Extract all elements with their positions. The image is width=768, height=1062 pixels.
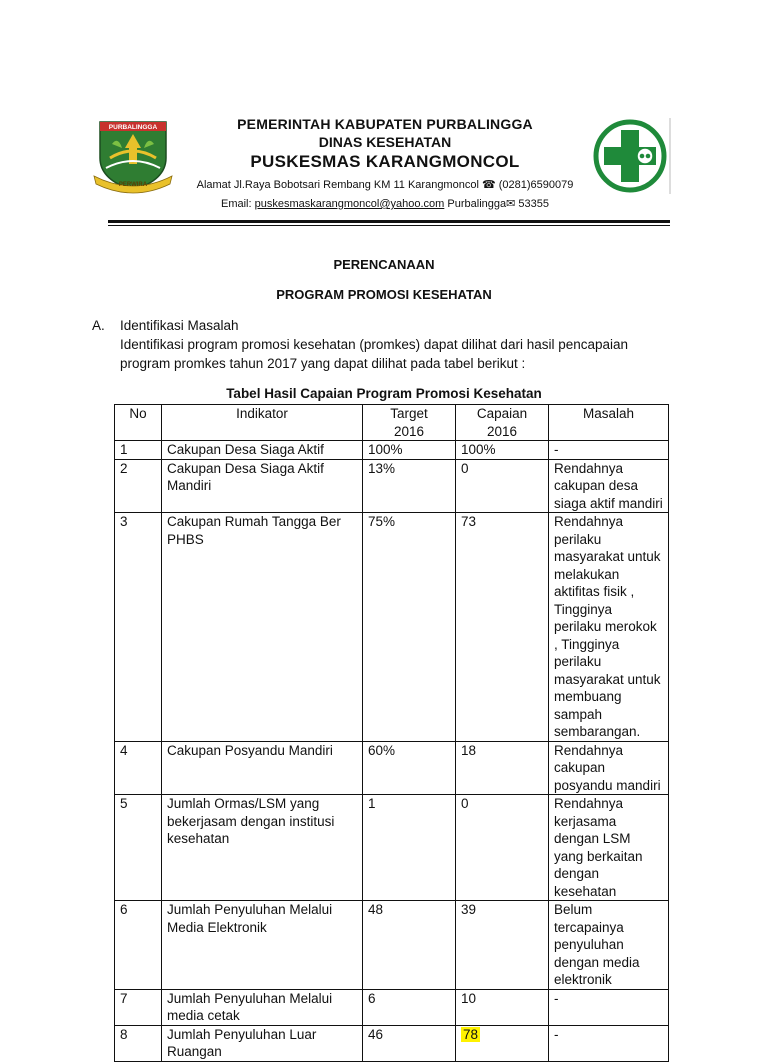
header-target-line1: Target (390, 406, 428, 421)
cell-no: 5 (115, 795, 162, 901)
cell-masalah: - (549, 989, 669, 1025)
header-capaian (456, 405, 549, 441)
phone-icon: ☎ (481, 179, 496, 191)
cell-indikator: Cakupan Rumah Tangga Ber PHBS (162, 513, 363, 742)
cell-indikator: Jumlah Ormas/LSM yang bekerjasam dengan institusi kesehatan (162, 795, 363, 901)
doc-title: PERENCANAAN (333, 257, 435, 272)
table-caption: Tabel Hasil Capaian Program Promosi Kesehatan (226, 386, 542, 401)
email-link[interactable]: puskesmaskarangmoncol@yahoo.com (254, 198, 445, 210)
table-row (115, 1025, 669, 1061)
table-row (115, 989, 669, 1025)
header-masalah: Masalah (549, 405, 669, 441)
cell-indikator: Jumlah Penyuluhan Melalui Media Elektronik (162, 901, 363, 990)
section-a (92, 316, 672, 373)
envelope-icon: ✉ (506, 198, 516, 210)
table-row (115, 741, 669, 795)
cell-no: 1 (115, 441, 162, 460)
table-row (115, 459, 669, 513)
cell-target: 6 (363, 989, 456, 1025)
cell-capaian: 0 (456, 459, 549, 513)
cell-target: 13% (363, 459, 456, 513)
cell-masalah: Rendahnya cakupan posyandu mandiri (549, 741, 669, 795)
cell-masalah: Rendahnya cakupan desa siaga aktif mandiri (549, 459, 669, 513)
cell-indikator: Jumlah Penyuluhan Melalui media cetak (162, 989, 363, 1025)
city-text: Purbalingga (447, 198, 507, 210)
cell-capaian: 18 (456, 741, 549, 795)
cell-target: 75% (363, 513, 456, 742)
header-rule-thick (108, 220, 670, 223)
cell-target: 100% (363, 441, 456, 460)
svg-text:PERWIRA: PERWIRA (118, 182, 148, 188)
cell-masalah: - (549, 441, 669, 460)
phone-number: (0281)6590079 (498, 179, 574, 191)
cell-masalah: Rendahnya kerjasama dengan LSM yang berkaitan dengan kesehatan (549, 795, 669, 901)
cell-target: 46 (363, 1025, 456, 1061)
section-title: Identifikasi Masalah (120, 318, 239, 333)
header-target-line2: 2016 (393, 423, 425, 439)
cell-capaian: 73 (456, 513, 549, 742)
purbalingga-crest-icon (92, 114, 174, 194)
postal-code: 53355 (518, 198, 549, 210)
header-rule-thin (108, 225, 670, 226)
table-row (115, 901, 669, 990)
cell-capaian: 100% (456, 441, 549, 460)
header-capaian-line2: 2016 (486, 423, 518, 439)
cell-no: 2 (115, 459, 162, 513)
puskesmas-name: PUSKESMAS KARANGMONCOL (250, 152, 520, 171)
address-text: Alamat Jl.Raya Bobotsari Rembang KM 11 Karangmoncol (196, 179, 479, 191)
cell-masalah: Rendahnya perilaku masyarakat untuk melakukan aktifitas fisik , Tingginya perilaku merokok , Tingginya perilaku masyarakat untuk membuang sampah sembarangan. (549, 513, 669, 742)
cell-capaian: 39 (456, 901, 549, 990)
cell-capaian: 10 (456, 989, 549, 1025)
header-capaian-line1: Capaian (476, 406, 528, 421)
department-name: DINAS KESEHATAN (318, 134, 452, 150)
puskesmas-cross-icon (590, 116, 672, 196)
table-row (115, 513, 669, 742)
cell-no: 8 (115, 1025, 162, 1061)
cell-masalah: Belum tercapainya penyuluhan dengan media elektronik (549, 901, 669, 990)
table-header-row (115, 405, 669, 441)
results-table (114, 404, 669, 1062)
address-line (180, 178, 590, 191)
cell-no: 4 (115, 741, 162, 795)
cell-no: 7 (115, 989, 162, 1025)
contact-line (180, 197, 590, 210)
cell-indikator: Cakupan Posyandu Mandiri (162, 741, 363, 795)
cell-capaian (456, 1025, 549, 1061)
header-indikator: Indikator (162, 405, 363, 441)
letterhead (180, 116, 590, 210)
header-no: No (115, 405, 162, 441)
section-letter: A. (92, 318, 105, 333)
cell-masalah: - (549, 1025, 669, 1061)
government-name: PEMERINTAH KABUPATEN PURBALINGGA (237, 116, 533, 132)
svg-text:PURBALINGGA: PURBALINGGA (108, 124, 158, 131)
highlighted-value: 78 (463, 1026, 479, 1042)
table-row (115, 795, 669, 901)
email-label: Email: (221, 198, 252, 210)
cell-capaian: 0 (456, 795, 549, 901)
cell-no: 6 (115, 901, 162, 990)
cell-no: 3 (115, 513, 162, 742)
cell-indikator: Jumlah Penyuluhan Luar Ruangan (162, 1025, 363, 1061)
header-target (363, 405, 456, 441)
cell-target: 1 (363, 795, 456, 901)
cell-target: 48 (363, 901, 456, 990)
table-row (115, 441, 669, 460)
cell-indikator: Cakupan Desa Siaga Aktif Mandiri (162, 459, 363, 513)
doc-subtitle: PROGRAM PROMOSI KESEHATAN (276, 287, 492, 302)
section-text: Identifikasi program promosi kesehatan (promkes) dapat dilihat dari hasil pencapaian program promkes tahun 2017 yang dapat dilihat pada tabel berikut : (120, 337, 629, 371)
cell-target: 60% (363, 741, 456, 795)
cell-indikator: Cakupan Desa Siaga Aktif (162, 441, 363, 460)
